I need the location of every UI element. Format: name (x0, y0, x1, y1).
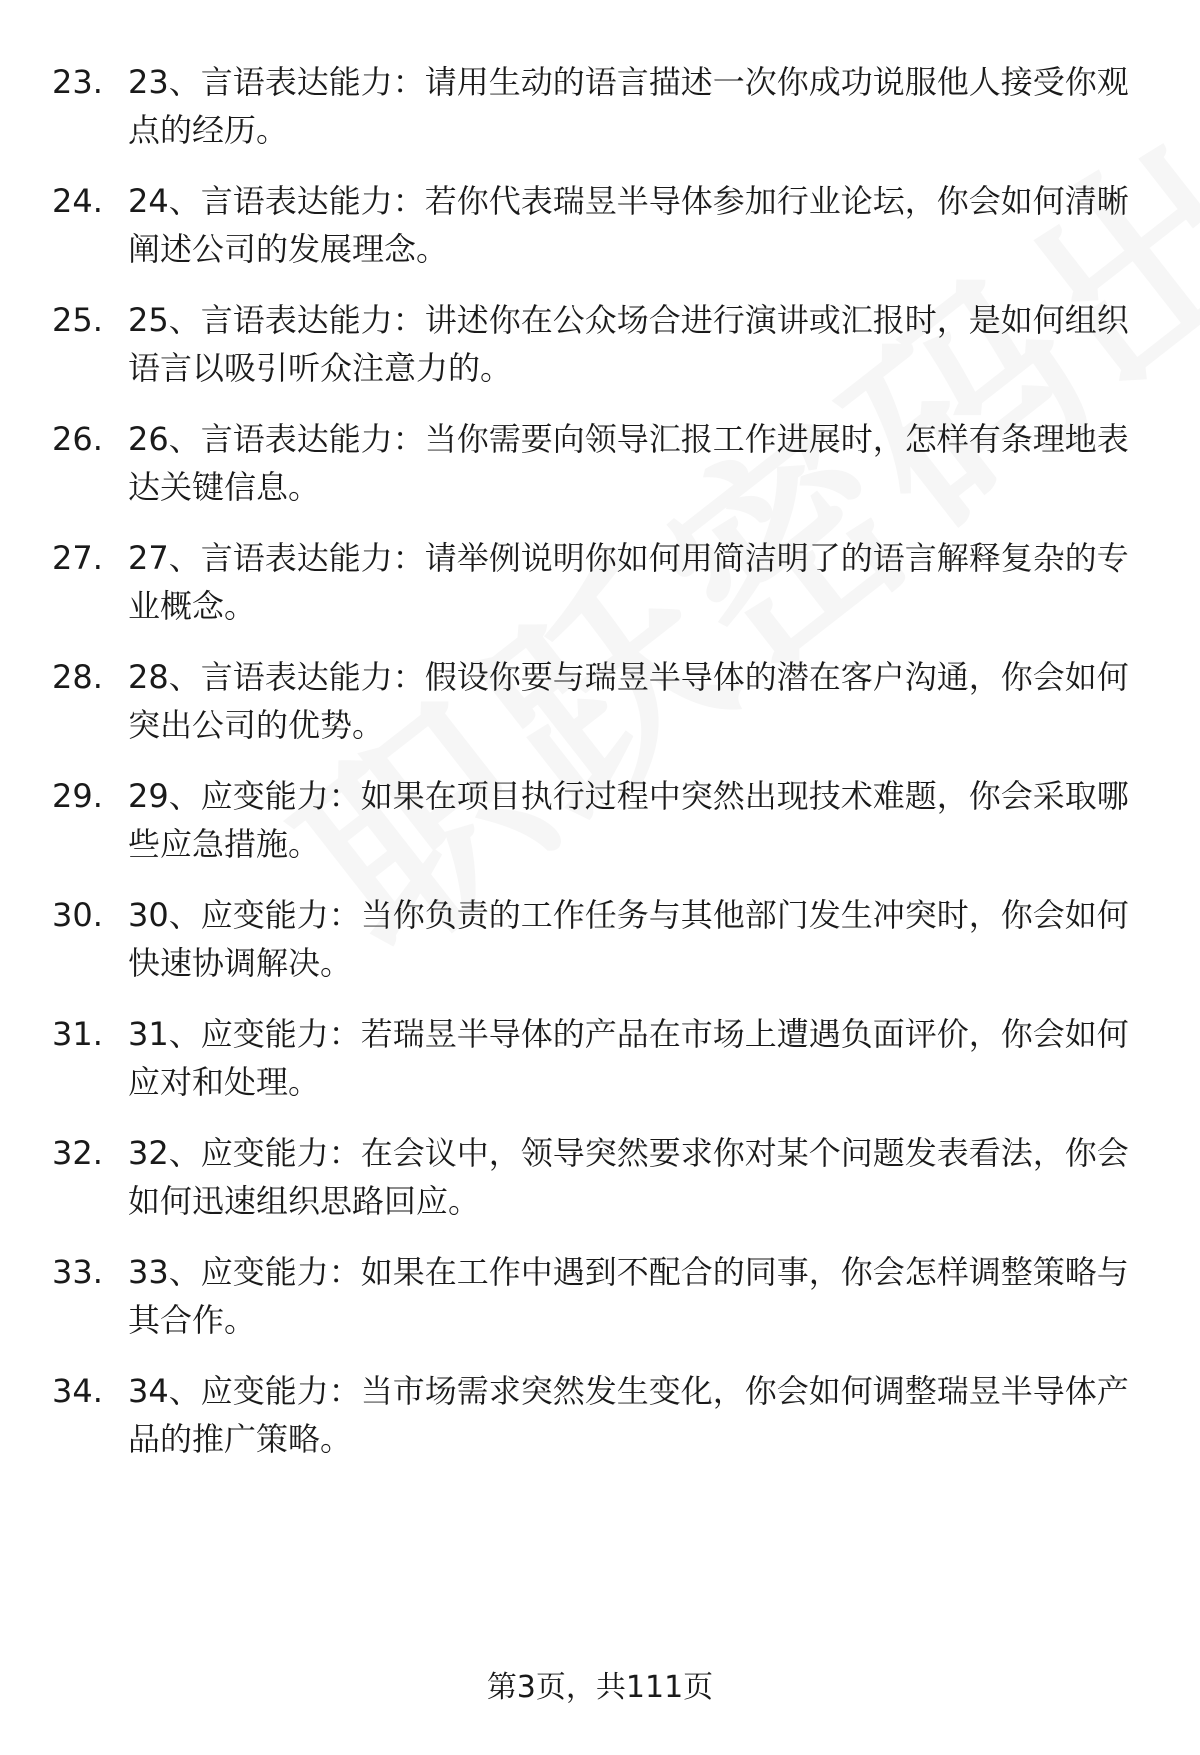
list-item (52, 534, 1152, 630)
question-text: 32、应变能力：在会议中，领导突然要求你对某个问题发表看法，你会如何迅速组织思路回应。 (128, 1134, 1129, 1220)
question-number: 24. (52, 182, 103, 220)
list-item (52, 891, 1152, 987)
question-number: 34. (52, 1372, 103, 1410)
question-number: 23. (52, 63, 103, 101)
question-text: 26、言语表达能力：当你需要向领导汇报工作进展时，怎样有条理地表达关键信息。 (128, 420, 1129, 506)
question-number: 26. (52, 420, 103, 458)
question-text: 29、应变能力：如果在项目执行过程中突然出现技术难题，你会采取哪些应急措施。 (128, 777, 1129, 863)
list-item (52, 296, 1152, 392)
list-item (52, 1367, 1152, 1463)
question-text: 31、应变能力：若瑞昱半导体的产品在市场上遭遇负面评价，你会如何应对和处理。 (128, 1015, 1129, 1101)
question-number: 27. (52, 539, 103, 577)
question-text: 25、言语表达能力：讲述你在公众场合进行演讲或汇报时，是如何组织语言以吸引听众注意力的。 (128, 301, 1129, 387)
question-number: 30. (52, 896, 103, 934)
question-list (52, 58, 1152, 1486)
question-number: 32. (52, 1134, 103, 1172)
question-text: 23、言语表达能力：请用生动的语言描述一次你成功说服他人接受你观点的经历。 (128, 63, 1129, 149)
question-text: 34、应变能力：当市场需求突然发生变化，你会如何调整瑞昱半导体产品的推广策略。 (128, 1372, 1129, 1458)
page-number-footer: 第3页，共111页 (486, 1670, 714, 1705)
list-item (52, 1010, 1152, 1106)
list-item (52, 177, 1152, 273)
question-number: 31. (52, 1015, 103, 1053)
question-text: 28、言语表达能力：假设你要与瑞昱半导体的潜在客户沟通，你会如何突出公司的优势。 (128, 658, 1129, 744)
question-number: 33. (52, 1253, 103, 1291)
question-text: 33、应变能力：如果在工作中遇到不配合的同事，你会怎样调整策略与其合作。 (128, 1253, 1129, 1339)
list-item (52, 1129, 1152, 1225)
question-number: 28. (52, 658, 103, 696)
question-text: 24、言语表达能力：若你代表瑞昱半导体参加行业论坛，你会如何清晰阐述公司的发展理念。 (128, 182, 1129, 268)
question-number: 25. (52, 301, 103, 339)
list-item (52, 772, 1152, 868)
question-text: 30、应变能力：当你负责的工作任务与其他部门发生冲突时，你会如何快速协调解决。 (128, 896, 1129, 982)
question-text: 27、言语表达能力：请举例说明你如何用简洁明了的语言解释复杂的专业概念。 (128, 539, 1129, 625)
list-item (52, 653, 1152, 749)
question-number: 29. (52, 777, 103, 815)
list-item (52, 415, 1152, 511)
list-item (52, 58, 1152, 154)
list-item (52, 1248, 1152, 1344)
